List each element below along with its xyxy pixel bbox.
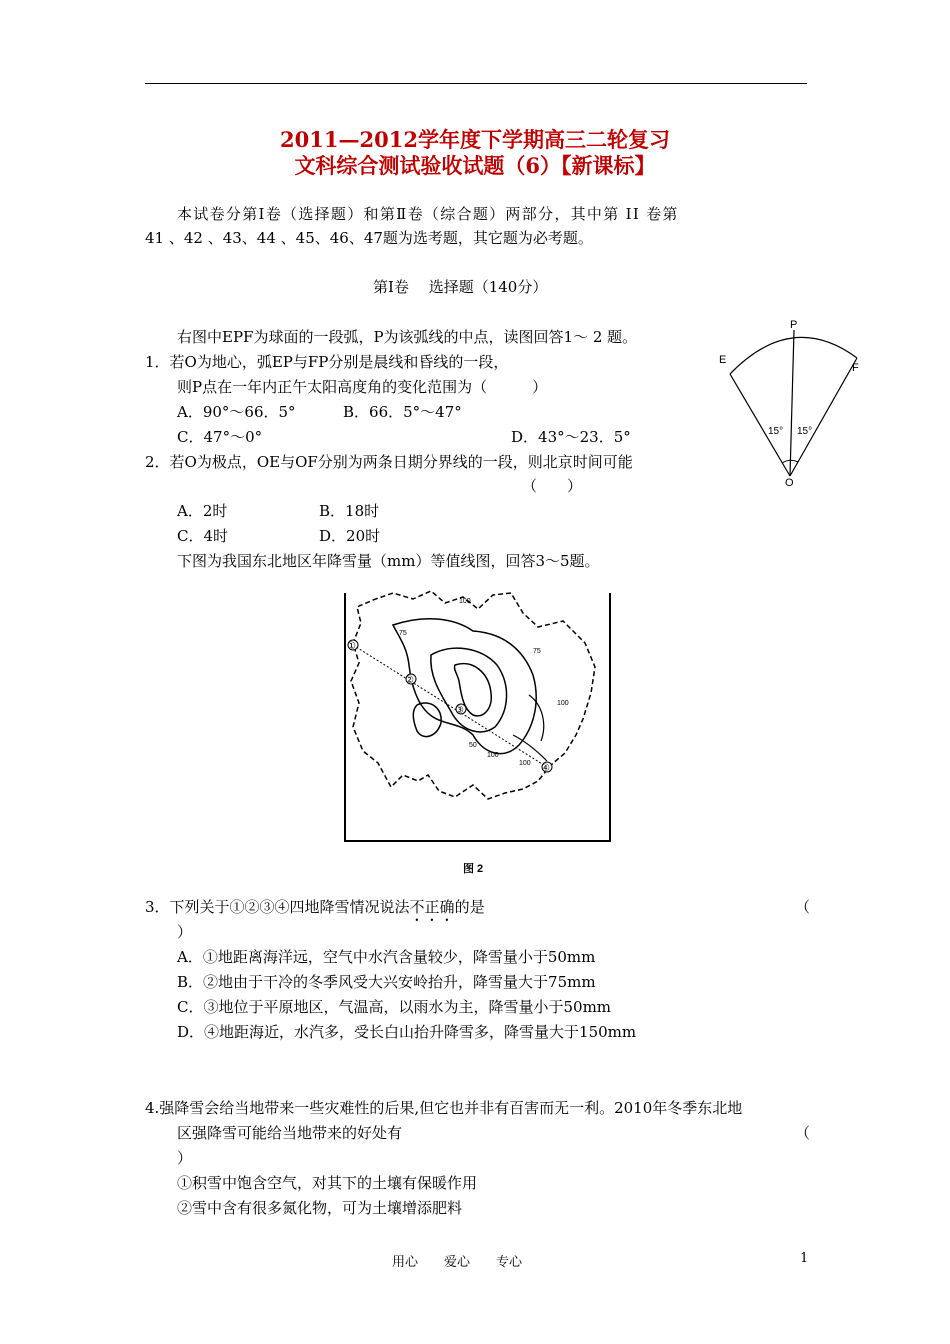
profile-line: [353, 645, 547, 767]
point-3-label: ③: [455, 705, 464, 716]
q3-stem-prefix: 3．下列关于①②③④四地降雪情况说法: [145, 898, 410, 916]
q1-option-c: C．47°～0°: [177, 428, 263, 446]
contour-label-100-east: 100: [519, 760, 531, 767]
q3-option-a: A．①地距离海洋远，空气中水汽含量较少，降雪量小于50mm: [177, 948, 596, 966]
q2-line1: 2．若O为极点，OE与OF分别为两条日期分界线的一段，则北京时间可能: [145, 453, 633, 471]
contour-label-50: 50: [469, 742, 477, 749]
page-number: 1: [800, 1251, 809, 1266]
contour-label-75-left: 75: [399, 630, 407, 637]
fan-diagram: [710, 310, 870, 490]
contour-label-100-top: 100: [459, 598, 471, 605]
q2-option-b: B．18时: [319, 502, 380, 520]
map-caption: 图 2: [463, 863, 484, 875]
q4-paren-close: ）: [177, 1149, 193, 1167]
label-f: F: [852, 362, 859, 374]
label-o: O: [785, 477, 794, 489]
q3-paren-open: （: [795, 898, 811, 916]
radius-of: [790, 358, 857, 476]
q3-option-c: C．③地位于平原地区，气温高，以雨水为主，降雪量小于50mm: [177, 998, 612, 1016]
isoline-50-outer: [431, 648, 507, 732]
contour-label-100-mid: 100: [487, 752, 499, 759]
contour-label-75-right: 75: [533, 648, 541, 655]
point-4-label: ④: [541, 763, 550, 774]
angle-label-right: 15°: [797, 426, 813, 437]
section-title: 第Ⅰ卷 选择题（140分）: [373, 278, 548, 296]
isoline-75: [393, 619, 536, 754]
q3-5-stem: 下图为我国东北地区年降雪量（mm）等值线图，回答3～5题。: [177, 552, 600, 570]
q4-option-1: ①积雪中饱含空气，对其下的土壤有保暖作用: [177, 1174, 478, 1192]
q3-option-b: B．②地由于干冷的冬季风受大兴安岭抬升，降雪量大于75mm: [177, 973, 596, 991]
page-title-line2: 文科综合测试验收试题（6）【新课标】: [294, 153, 656, 178]
q1-option-d: D．43°～23．5°: [511, 428, 631, 446]
intro-line2: 41 、42 、43、44 、45、46、47题为选考题，其它题为必考题。: [145, 229, 593, 247]
header-rule: [145, 83, 807, 84]
region-boundary: [351, 591, 595, 799]
footer-motto: 用心 爱心 专心: [392, 1255, 523, 1270]
q4-option-2: ②雪中含有很多氮化物，可为土壤增添肥料: [177, 1199, 463, 1217]
q3-emphasis: 不正确: [409, 898, 455, 916]
label-p: P: [790, 319, 798, 331]
snow-isoline-map: [333, 585, 623, 880]
q4-line1: 4.强降雪会给当地带来一些灾难性的后果,但它也并非有百害而无一利。2010年冬季东北地: [145, 1099, 743, 1117]
q4-paren-open: （: [795, 1124, 811, 1142]
q2-answer-paren: （ ）: [522, 477, 583, 495]
q1-line2: 则P点在一年内正午太阳高度角的变化范围为（ ）: [177, 378, 548, 396]
intro-line1: 本试卷分第Ⅰ卷（选择题）和第Ⅱ卷（综合题）两部分，其中第 II 卷第: [177, 205, 679, 223]
q3-stem-suffix: 的是: [454, 898, 485, 916]
q3-paren-close: ）: [177, 923, 193, 941]
q2-option-c: C．4时: [177, 527, 229, 545]
q3-option-d: D．④地距海近，水汽多，受长白山抬升降雪多，降雪量大于150mm: [177, 1023, 637, 1041]
point-1-label: ①: [347, 641, 356, 652]
contour-label-100-right: 100: [557, 700, 569, 707]
q1-option-a: A．90°～66．5°: [177, 403, 296, 421]
q3-stem: [145, 897, 485, 925]
page-title-line1: 2011—2012学年度下学期高三二轮复习: [280, 127, 670, 152]
q2-option-a: A．2时: [177, 502, 228, 520]
angle-label-left: 15°: [768, 426, 784, 437]
map-frame: [345, 593, 610, 841]
radius-oe: [730, 374, 790, 476]
point-2-label: ②: [405, 675, 414, 686]
q1-option-b: B．66．5°～47°: [343, 403, 462, 421]
q1-line1: 1．若O为地心，弧EP与FP分别是晨线和昏线的一段，: [145, 353, 509, 371]
label-e: E: [719, 354, 727, 366]
radius-op: [790, 330, 794, 476]
q2-option-d: D．20时: [319, 527, 381, 545]
q4-line2: 区强降雪可能给当地带来的好处有: [177, 1124, 403, 1142]
q1-2-stem: 右图中EPF为球面的一段弧，P为该弧线的中点，读图回答1～ 2 题。: [177, 328, 638, 346]
